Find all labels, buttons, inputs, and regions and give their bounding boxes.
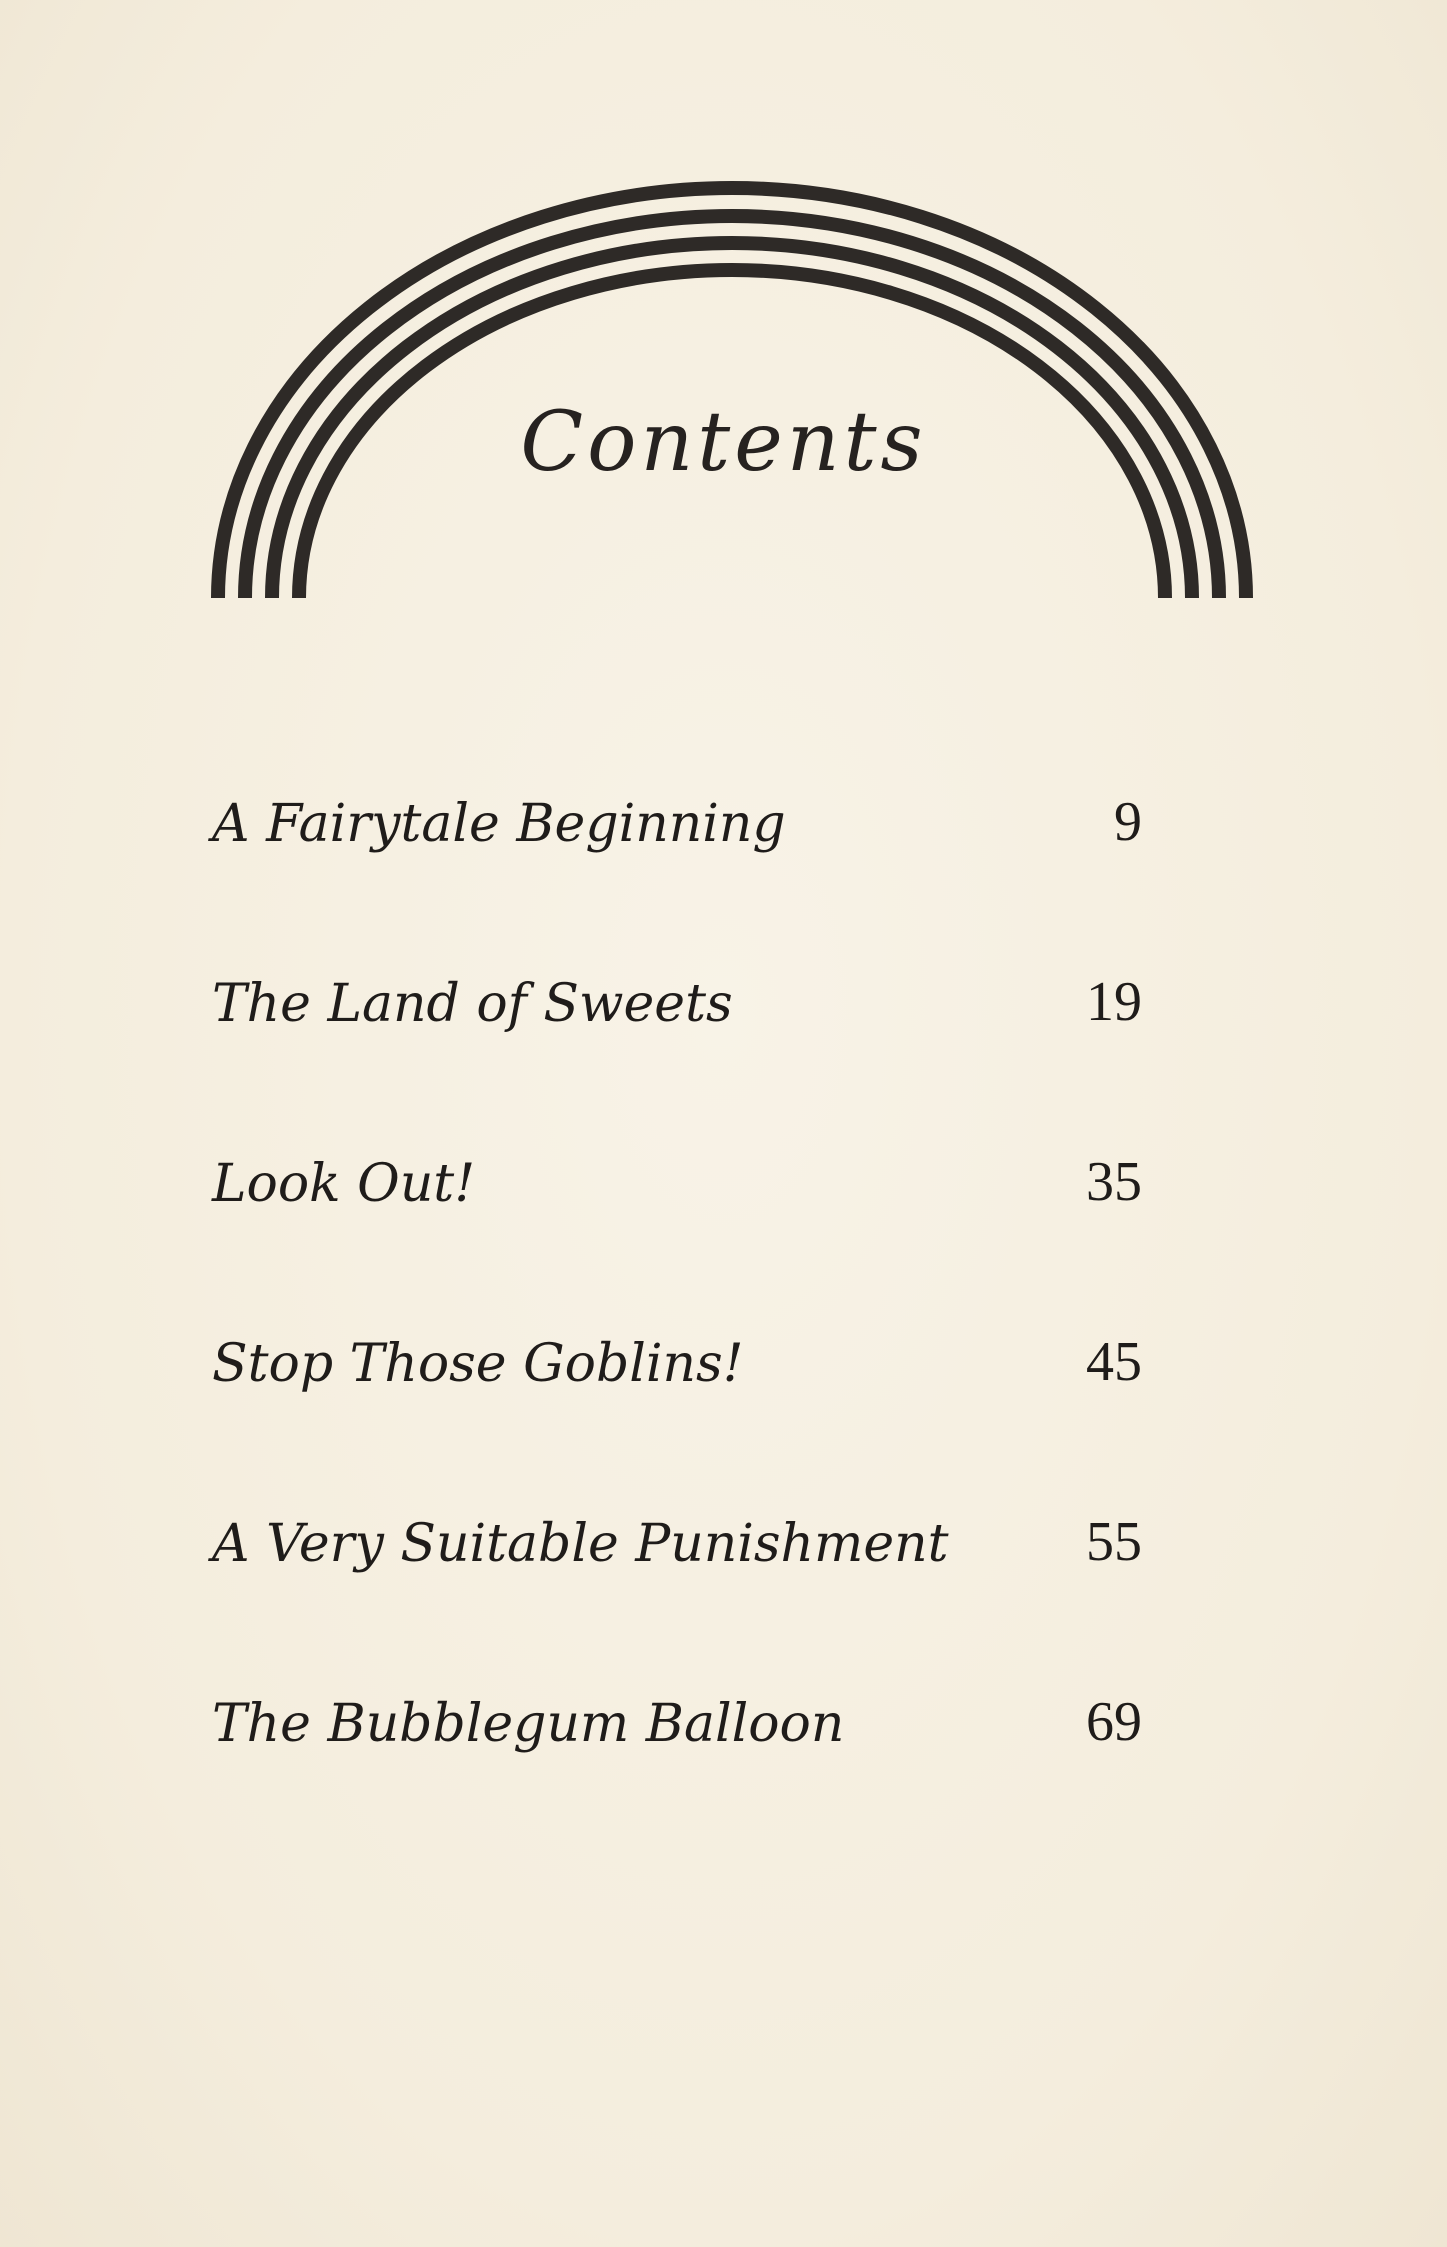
toc-entry[interactable] xyxy=(212,1322,1142,1402)
page-number: 19 xyxy=(1086,971,1142,1033)
page-number: 55 xyxy=(1086,1511,1142,1573)
page-number: 9 xyxy=(1114,791,1142,853)
page-number: 69 xyxy=(1086,1691,1142,1753)
page-number: 35 xyxy=(1086,1151,1142,1213)
toc-entry[interactable] xyxy=(212,1142,1142,1222)
toc-entry[interactable] xyxy=(212,782,1142,862)
page-number: 45 xyxy=(1086,1331,1142,1393)
toc-entry[interactable] xyxy=(212,962,1142,1042)
chapter-title: The Land of Sweets xyxy=(212,974,733,1034)
page-title: Contents xyxy=(520,395,927,490)
chapter-title: A Very Suitable Punishment xyxy=(212,1514,949,1574)
chapter-title: Look Out! xyxy=(212,1154,476,1214)
chapter-title: A Fairytale Beginning xyxy=(212,794,786,854)
chapter-title: Stop Those Goblins! xyxy=(212,1334,744,1394)
toc-entry[interactable] xyxy=(212,1502,1142,1582)
chapter-title: The Bubblegum Balloon xyxy=(212,1694,845,1754)
toc-entry[interactable] xyxy=(212,1682,1142,1762)
